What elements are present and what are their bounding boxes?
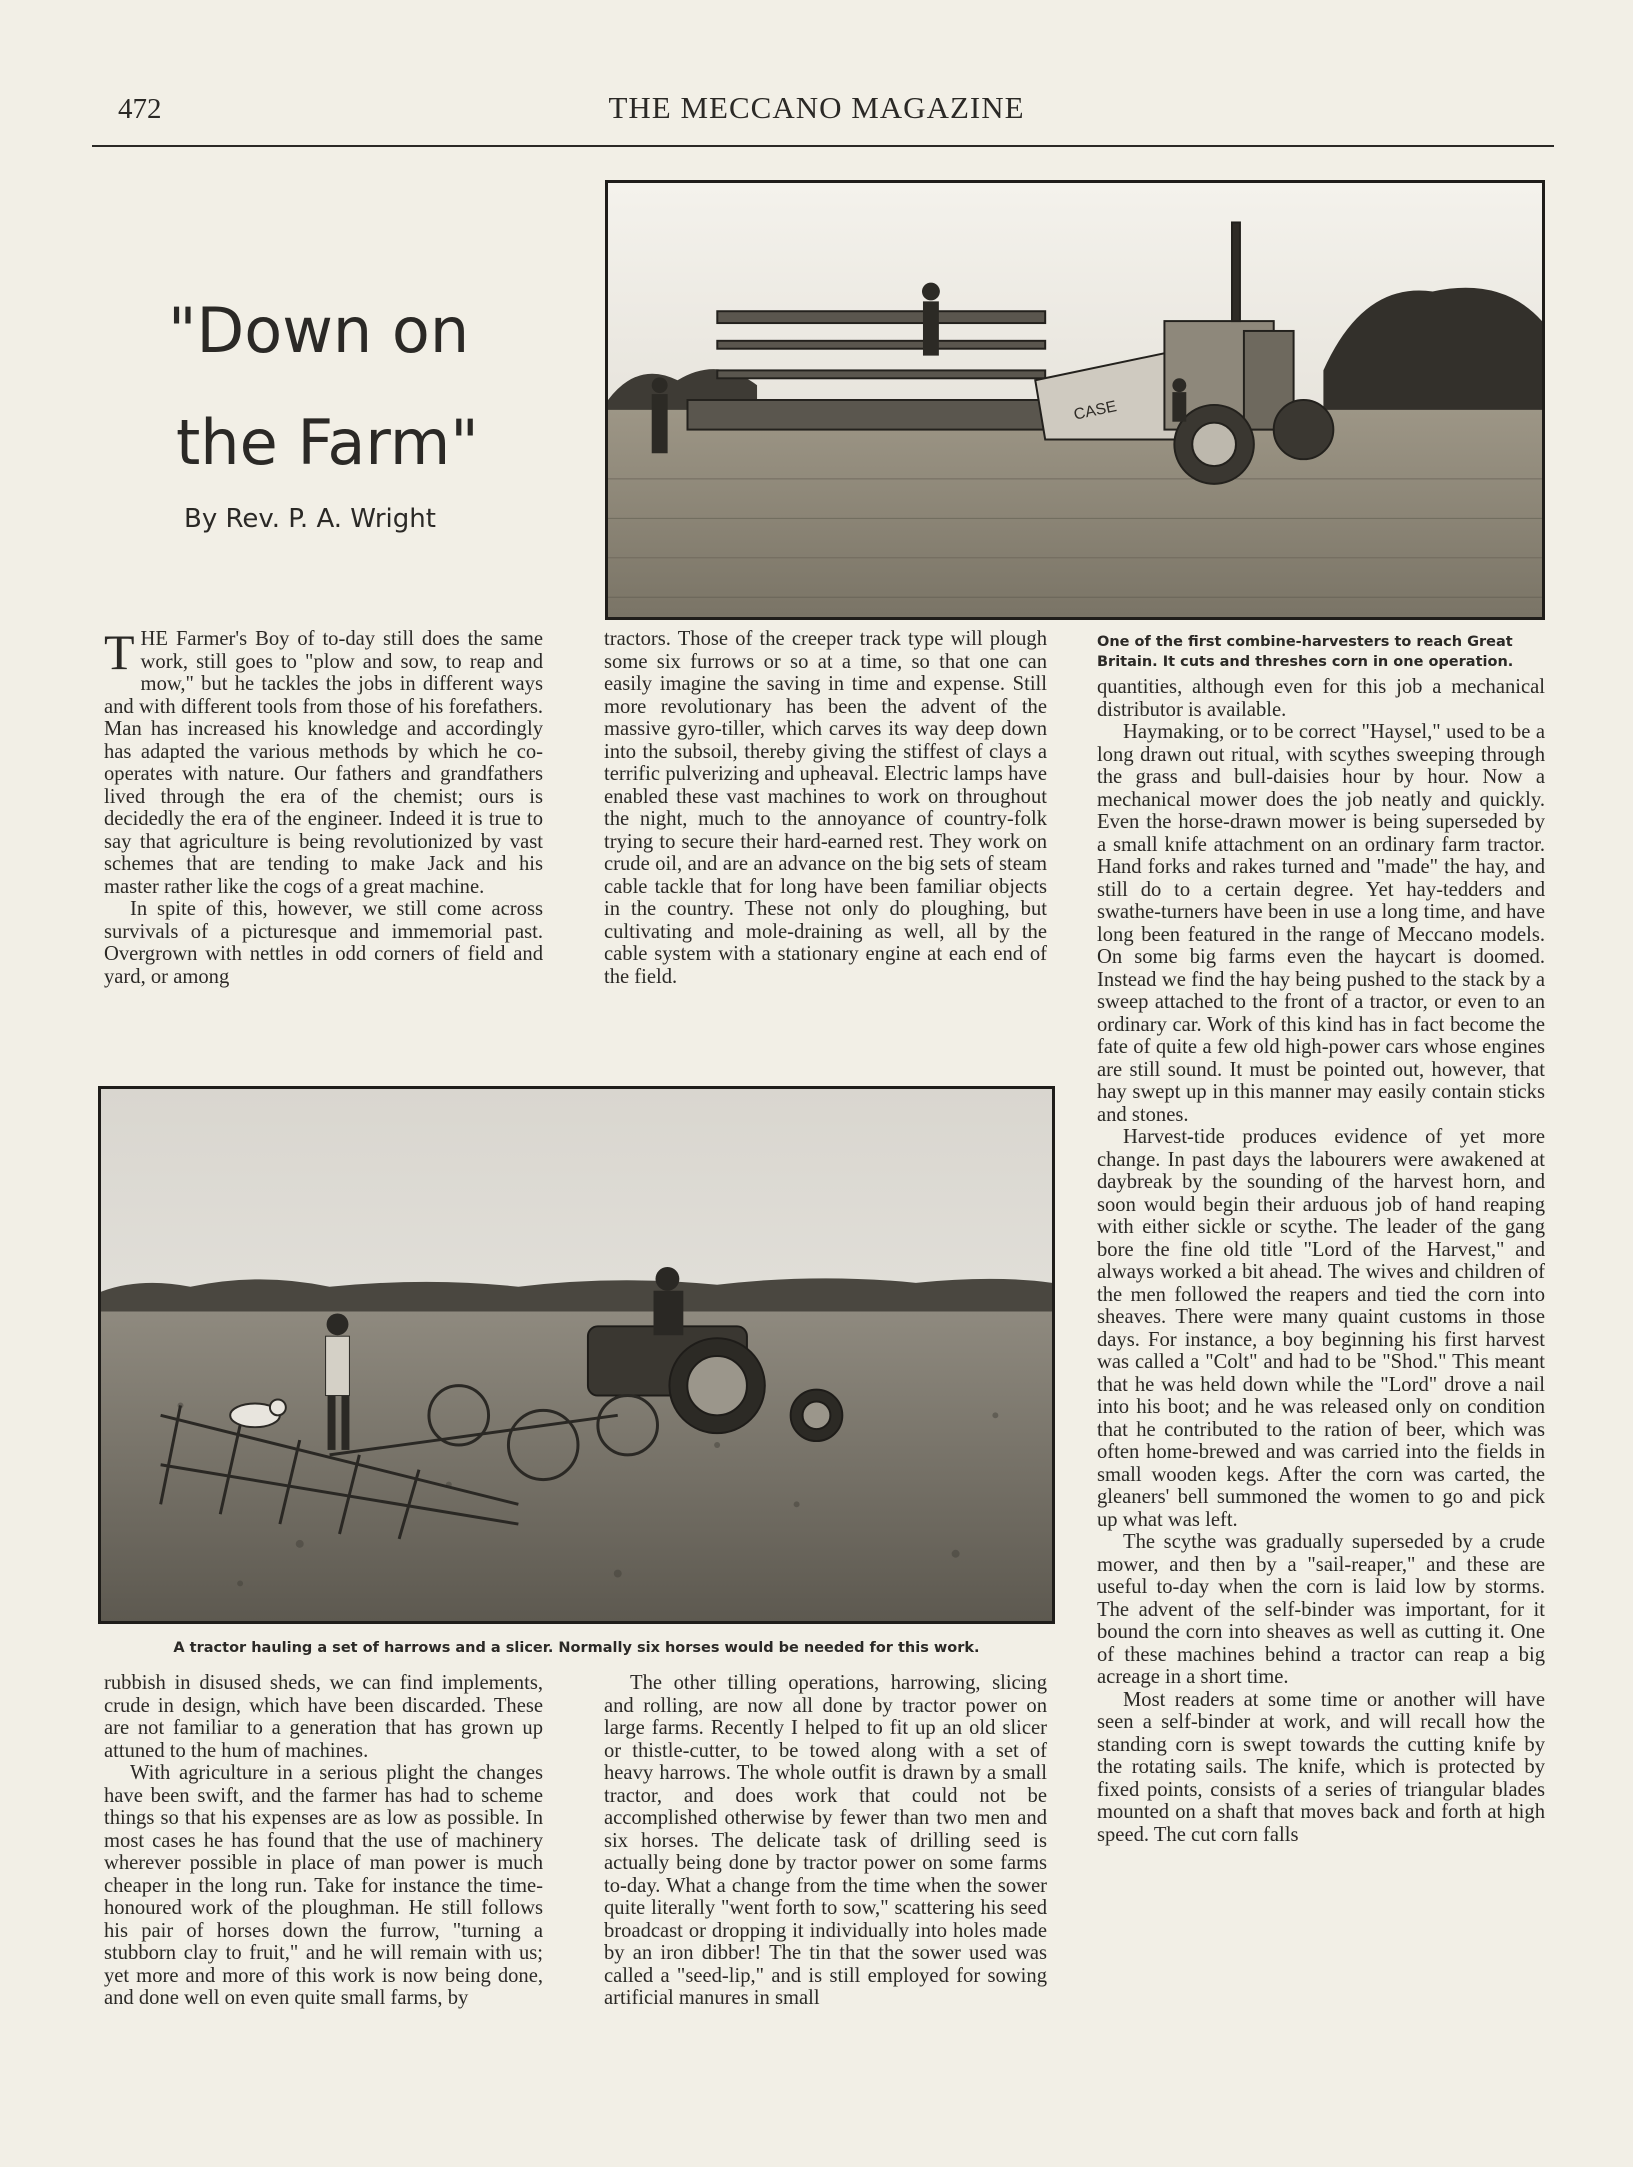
article-title-line-2: the Farm": [176, 406, 479, 479]
paragraph: Haymaking, or to be correct "Haysel," used to be a long drawn out ritual, with scythes sweeping through the grass and bull-daisies hour by hour. Now a mechanical mower does the job neatly and quickly. Even the horse-drawn mower is being superseded by a small knife attachment on an ordinary farm tractor. Hand forks and rakes turned and "made" the hay, and still do to a certain degree. Yet hay-tedders and swathe-turners have been in use a long time, and have long been featured in the range of Meccano models. On some big farms even the haycart is doomed. Instead we find the hay being pushed to the stack by a sweep attached to the front of a tractor, or even to an ordinary car. Work of this kind has in fact become the fate of quite a few old high-power cars whose engines are still sound. It must be pointed out, however, that hay swept up in this manner may easily contain sticks and stones.: [1097, 721, 1545, 1126]
tractor-harrows-photo: [98, 1086, 1055, 1624]
page-number: 472: [118, 93, 162, 125]
column-2-top: [604, 628, 1047, 1058]
distant-trees: [101, 1278, 1052, 1316]
article-title: [168, 275, 588, 499]
tractor-driver: [654, 1267, 684, 1335]
paragraph: The other tilling operations, harrowing, slicing and rolling, are now all done by tractor power on large farms. Recently I helped to fit up an old slicer or thistle-cutter, to be towed along with a set of heavy harrows. The whole outfit is drawn by a small tractor, and does work that could not be accomplished otherwise by fewer than two men and six horses. The delicate task of drilling seed is actually being done by tractor power on some farms to-day. What a change from the time when the sower quite literally "went forth to sow," scattering his seed broadcast or dropping it individually into holes made by an iron dibber! The tin that the sower used was called a "seed-lip," and is still employed for sowing artificial manures in small: [604, 1672, 1047, 2009]
combine-harvester-illustration: [608, 183, 1542, 617]
article-title-line-1: "Down on: [168, 294, 470, 367]
tractor-harrows-illustration: [101, 1089, 1052, 1621]
column-1-top: [104, 624, 543, 1048]
column-2-bottom: [604, 1672, 1047, 2042]
paragraph: THE Farmer's Boy of to-day still does the same work, still goes to "plow and sow, to reap and mow," but he tackles the jobs in different ways and with different tools from those of his forefathers. Man has increased his knowledge and accordingly has adapted the various methods by which he co-operates with nature. Our fathers and grandfathers lived through the era of the chemist; ours is decidedly the era of the engineer. Indeed it is true to say that agriculture is being revolutionized by vast schemes that are tending to make Jack and his master rather like the cogs of a great machine.: [104, 624, 543, 898]
combine-lettering: CASE: [1072, 398, 1119, 424]
paragraph: With agriculture in a serious plight the changes have been swift, and the farmer has had to scheme things so that his expenses are as low as possible. In most cases he has found that the use of machinery wherever possible in place of man power is much cheaper in the long run. Take for instance the time-honoured work of the ploughman. He still follows his pair of horses down the furrow, "turning a stubborn clay to fruit," and he will remain with us; yet more and more of this work is now being done, and done well on even quite small farms, by: [104, 1762, 543, 2009]
paragraph: Harvest-tide produces evidence of yet more change. In past days the labourers were awakened at daybreak by the sounding of the harvest horn, and soon would begin their arduous job of hand reaping with either sickle or scythe. The leader of the gang bore the fine old title "Lord of the Harvest," and always worked a bit ahead. The wives and children of the men followed the reapers and tied the corn into sheaves. There were many quaint customs in those days. For instance, a boy beginning his first harvest was called a "Colt" and had to be "Shod." This meant that he was held down while the "Lord" drove a nail into his boot; and he was released only on condition that he contributed to the ration of beer, which was often home-brewed and was carried into the fields in small wooden kegs. After the corn was carted, the gleaners' bell summoned the women to go and pick up what was left.: [1097, 1126, 1545, 1531]
paragraph: The scythe was gradually superseded by a crude mower, and then by a "sail-reaper," and these are useful to-day when the corn is laid low by storms. The advent of the self-binder was important, for it bound the corn into sheaves as well as cutting it. One of these machines behind a tractor can reap a big acreage in a short time.: [1097, 1531, 1545, 1688]
magazine-title: THE MECCANO MAGAZINE: [608, 90, 1025, 125]
paragraph: tractors. Those of the creeper track type will plough some six furrows or so at a time, so that one can easily imagine the saving in time and expense. Still more revolutionary has been the advent of the massive gyro-tiller, which carves its way deep down into the subsoil, thereby giving the stiffest of clays a terrific pulverizing and upheaval. Electric lamps have enabled these vast machines to work on throughout the night, much to the annoyance of country-folk trying to secure their hard-earned rest. They work on crude oil, and are an advance on the big sets of steam cable tackle that for long have been familiar objects in the country. These not only do ploughing, but cultivating and mole-draining as well, all by the cable system with a stationary engine at each end of the field.: [604, 628, 1047, 988]
paragraph: rubbish in disused sheds, we can find implements, crude in design, which have been discarded. These are not familiar to a generation that has grown up attuned to the hum of machines.: [104, 1672, 543, 1762]
combine-harvester-caption: One of the first combine-harvesters to reach Great Britain. It cuts and threshes corn in one operation.: [1097, 634, 1514, 670]
header-rule: [92, 145, 1554, 147]
drop-cap: T: [104, 624, 135, 680]
combine-harvester-photo: [605, 180, 1545, 620]
tractor-harrows-caption: A tractor hauling a set of harrows and a slicer. Normally six horses would be needed for this work.: [173, 1640, 980, 1656]
article-byline: By Rev. P. A. Wright: [184, 504, 436, 534]
wheat-field: [608, 410, 1542, 617]
ploughed-field: [101, 1311, 1052, 1621]
paragraph: quantities, although even for this job a mechanical distributor is available.: [1097, 676, 1545, 721]
column-1-bottom: [104, 1672, 543, 2042]
paragraph: Most readers at some time or another will have seen a self-binder at work, and will recall how the standing corn is swept towards the cutting knife by the rotating sails. The knife, which is protected by fixed points, consists of a series of triangular blades mounted on a shaft that moves back and forth at high speed. The cut corn falls: [1097, 1688, 1545, 1846]
column-3: [1097, 676, 1545, 2084]
paragraph: In spite of this, however, we still come across survivals of a picturesque and immemorial past. Overgrown with nettles in odd corners of field and yard, or among: [104, 898, 543, 988]
